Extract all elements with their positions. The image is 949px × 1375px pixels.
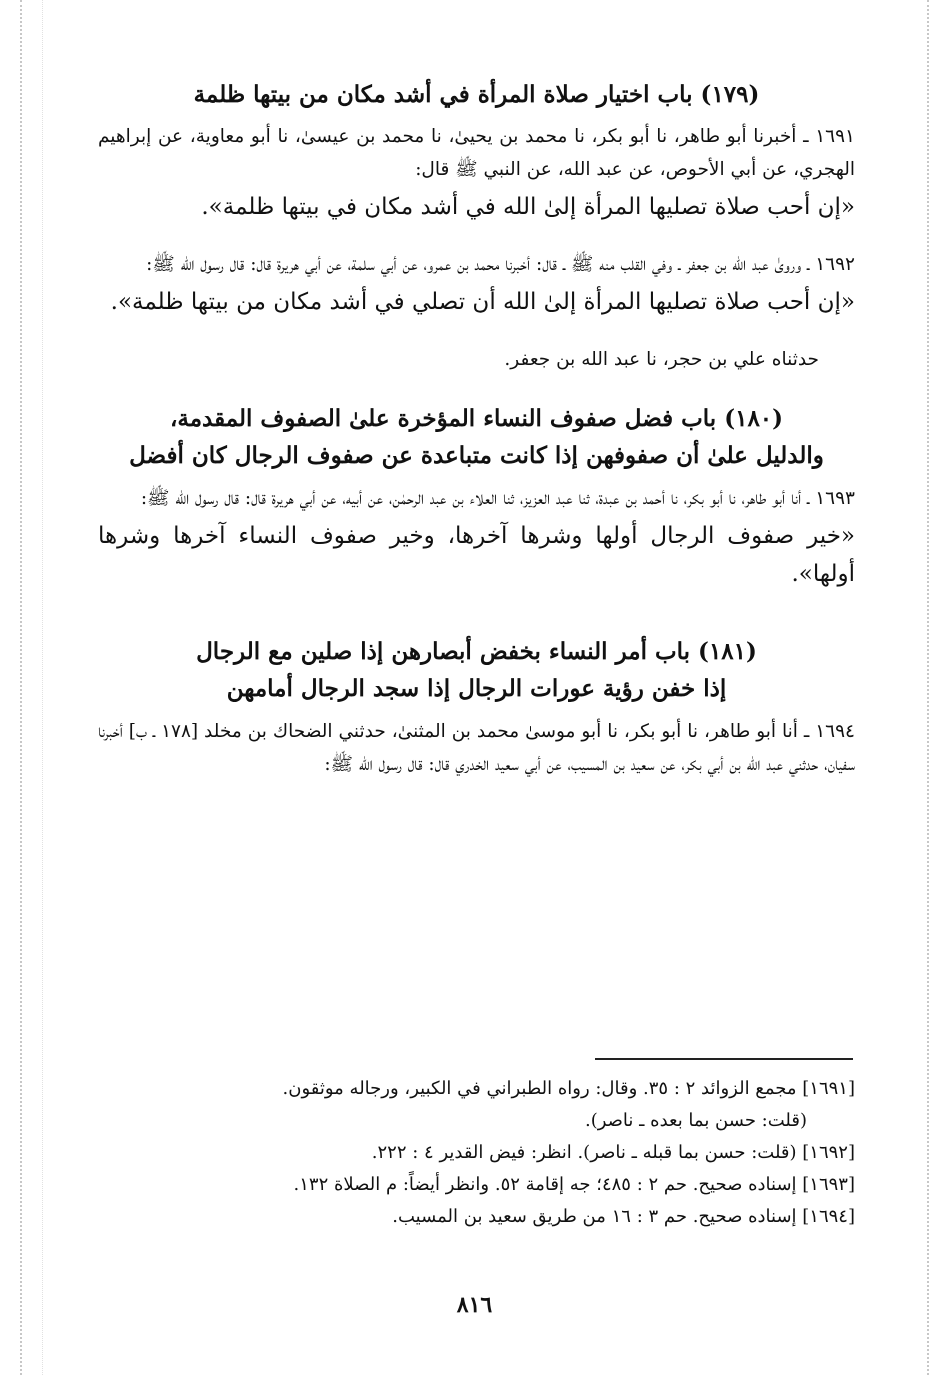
heading-line: إذا خفن رؤية عورات الرجال إذا سجد الرجال أمامهن [226,675,727,702]
hadith-1691-text: «إن أحب صلاة تصليها المرأة إلىٰ الله في أشد مكان في بيتها ظلمة». [201,194,855,220]
chapter-heading-181 [98,633,855,707]
footnote-1691: [١٦٩١] مجمع الزوائد ٢ : ٣٥. وقال: رواه الطبراني في الكبير، ورجاله موثقون. [282,1078,855,1099]
hadith-1693-isnad: ١٦٩٣ ـ أنا أبو طاهر، نا أبو بكر، نا أحمد بن عبدة، ثنا عبد العزيز، ثنا العلاء بن عبد الرحمٰن، عن أبيه، عن أبي هريرة قال: قال رسول الله ﷺ: [140,488,855,509]
hadith-1694-isnad: ١٦٩٤ ـ أنا أبو طاهر، نا أبو بكر، نا أبو موسىٰ محمد بن المثنىٰ، حدثني الضحاك بن مخلد [١٧٨ ـ ب] أخبرنا سفيان، حدثني عبد الله بن أبي بكر، عن سعيد بن المسيب، عن أبي سعيد الخدري قال: قال رسول الله ﷺ: [98,721,855,775]
heading-line: والدليل علىٰ أن صفوفهن إذا كانت متباعدة عن صفوف الرجال كان أفضل [129,442,824,469]
page-body [98,78,855,781]
hadith-1692-alt-chain: حدثناه علي بن حجر، نا عبد الله بن جعفر. [504,349,819,370]
footnote-1692: [١٦٩٢] (قلت: حسن بما قبله ـ ناصر). انظر: فيض القدير ٤ : ٢٢٢. [371,1142,855,1163]
footnote-separator [595,1058,853,1060]
footnote-1693: [١٦٩٣] إسناده صحيح. حم ٢ : ٤٨٥؛ جه إقامة ٥٢. وانظر أيضاً: م الصلاة ١٣٢. [293,1174,855,1195]
chapter-heading-179 [98,78,855,112]
heading-line: (١٨٠) باب فضل صفوف النساء المؤخرة علىٰ الصفوف المقدمة، [169,405,784,432]
scan-edge-left-inner [42,0,43,1375]
footnote-1694: [١٦٩٤] إسناده صحيح. حم ٣ : ١٦ من طريق سعيد بن المسيب. [392,1206,855,1227]
footnotes [98,1073,855,1233]
page-number: ٨١٦ [456,1292,493,1318]
hadith-1692-text: «إن أحب صلاة تصليها المرأة إلىٰ الله أن تصلي في أشد مكان من بيتها ظلمة». [110,289,855,315]
chapter-heading-180 [98,400,855,474]
hadith-1693-text: «خير صفوف الرجال أولها وشرها آخرها، وخير صفوف النساء آخرها وشرها أولها». [98,523,855,587]
heading-line: (١٨١) باب أمر النساء بخفض أبصارهن إذا صلين مع الرجال [196,638,757,665]
scan-edge-right [927,0,929,1375]
hadith-1691-isnad: ١٦٩١ ـ أخبرنا أبو طاهر، نا أبو بكر، نا محمد بن يحيىٰ، نا محمد بن عيسىٰ، نا أبو معاوية، عن إبراهيم الهجري، عن أبي الأحوص، عن عبد الله، عن النبي ﷺ قال: [98,126,855,180]
footnote-1691-continued: (قلت: حسن بما بعده ـ ناصر). [584,1110,807,1131]
heading-line: (١٧٩) باب اختيار صلاة المرأة في أشد مكان من بيتها ظلمة [193,81,760,108]
scan-edge-left [20,0,22,1375]
hadith-1692-isnad: ١٦٩٢ ـ وروىٰ عبد الله بن جعفر ـ وفي القلب منه ﷺ ـ قال: أخبرنا محمد بن عمرو، عن أبي سلمة، عن أبي هريرة قال: قال رسول الله ﷺ: [146,254,855,275]
